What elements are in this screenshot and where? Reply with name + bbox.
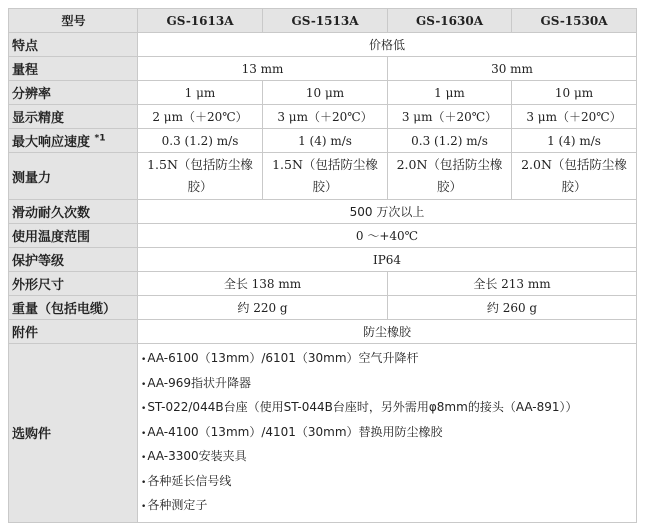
list-item	[141, 396, 633, 421]
bullet-icon: •	[141, 477, 147, 488]
accuracy-value: 3 μm（＋20℃）	[512, 105, 637, 129]
options-cell	[138, 344, 637, 523]
response-label-text: 最大响应速度	[12, 135, 91, 150]
row-label: 特点	[9, 33, 138, 57]
model-header: GS-1513A	[263, 9, 388, 33]
resolution-value: 10 μm	[512, 81, 637, 105]
dimensions-value: 全长 213 mm	[388, 272, 637, 296]
weight-row	[9, 296, 637, 320]
accuracy-row	[9, 105, 637, 129]
accuracy-value: 3 μm（＋20℃）	[263, 105, 388, 129]
row-label: 选购件	[9, 344, 138, 523]
durability-value: 500 万次以上	[138, 200, 637, 224]
bullet-icon: •	[141, 355, 147, 365]
row-label: 量程	[9, 57, 138, 81]
row-label: 重量（包括电缆）	[9, 296, 138, 320]
response-value: 0.3 (1.2) m/s	[388, 129, 512, 153]
option-text: 各种测定子	[147, 498, 208, 512]
protection-row	[9, 248, 637, 272]
bullet-icon: •	[141, 428, 147, 439]
options-row	[9, 344, 637, 523]
list-item	[141, 445, 633, 470]
range-row	[9, 57, 637, 81]
bullet-icon: •	[141, 404, 147, 414]
options-list	[141, 347, 633, 519]
row-label: 附件	[9, 320, 138, 344]
resolution-row	[9, 81, 637, 105]
force-value: 2.0N（包括防尘橡胶）	[388, 153, 512, 200]
weight-value: 约 220 g	[138, 296, 388, 320]
bullet-icon: •	[141, 379, 147, 390]
force-value: 1.5N（包括防尘橡胶）	[138, 153, 263, 200]
option-text: 各种延长信号线	[147, 473, 232, 488]
accessories-value: 防尘橡胶	[138, 320, 637, 344]
model-header: GS-1613A	[138, 9, 263, 33]
row-label: 分辨率	[9, 81, 138, 105]
list-item	[141, 470, 633, 495]
row-label: 滑动耐久次数	[9, 200, 138, 224]
protection-value: IP64	[138, 248, 637, 272]
force-value: 2.0N（包括防尘橡胶）	[512, 153, 637, 200]
temperature-row	[9, 224, 637, 248]
response-value: 1 (4) m/s	[512, 129, 637, 153]
resolution-value: 1 μm	[388, 81, 512, 105]
header-row	[9, 9, 637, 33]
resolution-value: 1 μm	[138, 81, 263, 105]
temperature-value: 0 ～+40℃	[138, 224, 637, 248]
list-item	[141, 372, 633, 397]
option-text: AA-4100（13mm）/4101（30mm）替换用防尘橡胶	[147, 424, 443, 439]
row-label: 保护等级	[9, 248, 138, 272]
response-value: 1 (4) m/s	[263, 129, 388, 153]
response-row	[9, 129, 637, 153]
row-label: 测量力	[9, 153, 138, 200]
feature-value: 价格低	[138, 33, 637, 57]
accessories-row	[9, 320, 637, 344]
footnote-marker: *1	[94, 133, 106, 144]
spec-table	[8, 8, 637, 523]
range-value: 13 mm	[138, 57, 388, 81]
dimensions-row	[9, 272, 637, 296]
durability-row	[9, 200, 637, 224]
row-label: 外形尺寸	[9, 272, 138, 296]
response-value: 0.3 (1.2) m/s	[138, 129, 263, 153]
list-item	[141, 421, 633, 446]
bullet-icon: •	[141, 453, 147, 463]
range-value: 30 mm	[388, 57, 637, 81]
accuracy-value: 2 μm（＋20℃）	[138, 105, 263, 129]
force-value: 1.5N（包括防尘橡胶）	[263, 153, 388, 200]
resolution-value: 10 μm	[263, 81, 388, 105]
option-text: AA-6100（13mm）/6101（30mm）空气升降杆	[147, 351, 419, 365]
dimensions-value: 全长 138 mm	[138, 272, 388, 296]
row-label	[9, 129, 138, 153]
feature-row	[9, 33, 637, 57]
bullet-icon: •	[141, 502, 147, 512]
list-item	[141, 494, 633, 519]
list-item	[141, 347, 633, 372]
row-label: 使用温度范围	[9, 224, 138, 248]
option-text: ST-022/044B台座（使用ST-044B台座时，另外需用φ8mm的接头（AA-891））	[147, 400, 578, 414]
option-text: AA-3300安装夹具	[147, 449, 247, 463]
model-header: GS-1630A	[388, 9, 512, 33]
force-row	[9, 153, 637, 200]
weight-value: 约 260 g	[388, 296, 637, 320]
option-text: AA-969指状升降器	[147, 375, 252, 390]
model-header: GS-1530A	[512, 9, 637, 33]
accuracy-value: 3 μm（＋20℃）	[388, 105, 512, 129]
model-header-label: 型号	[9, 9, 138, 33]
row-label: 显示精度	[9, 105, 138, 129]
